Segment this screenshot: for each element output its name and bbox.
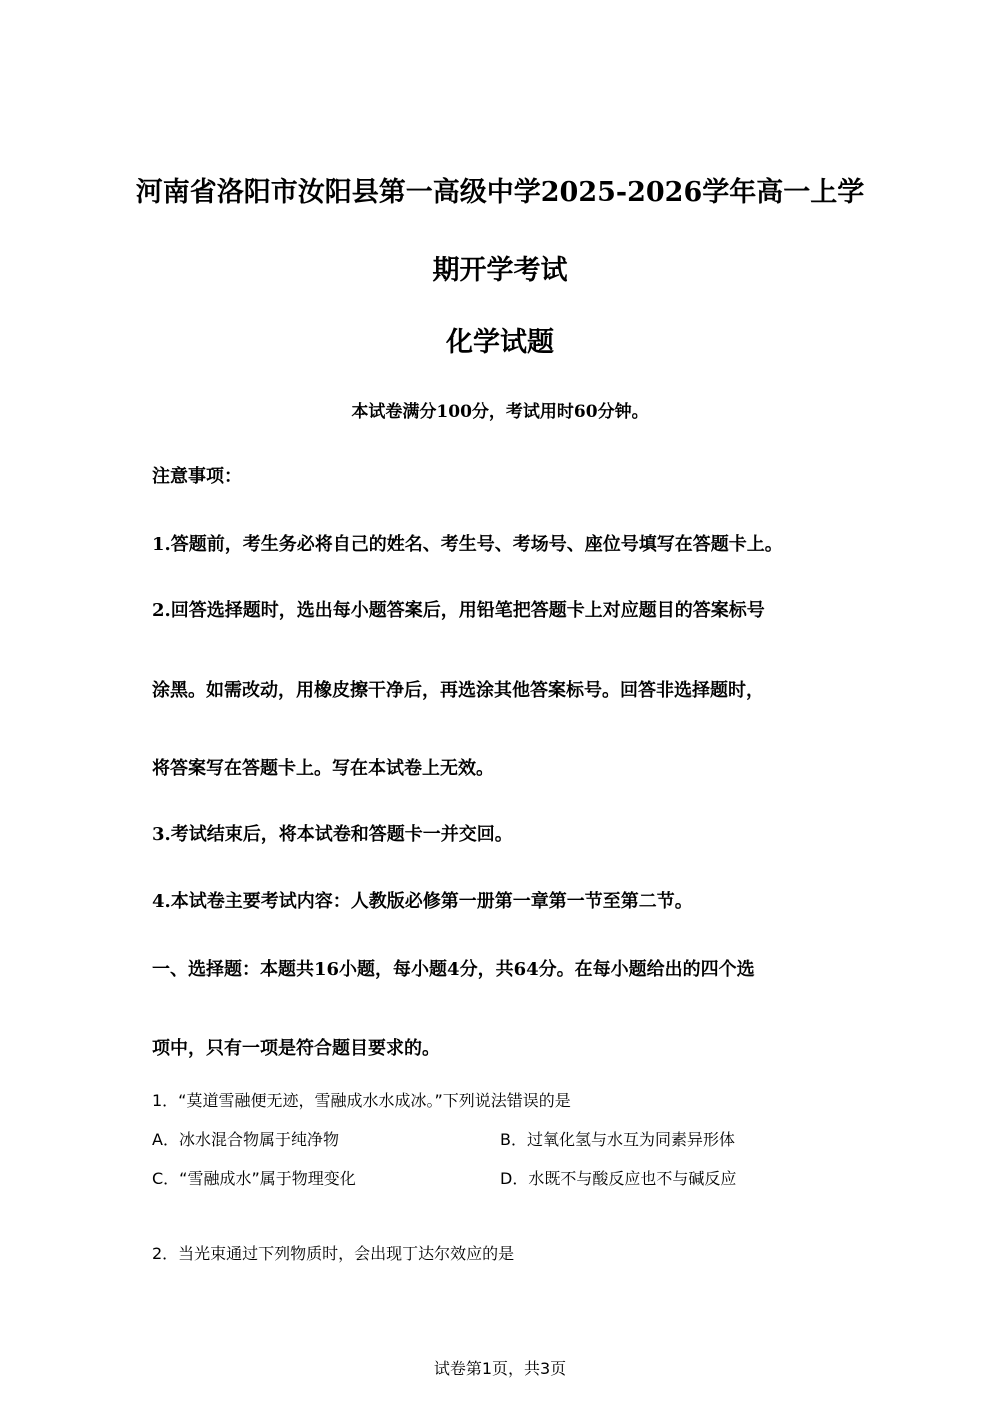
question-2-stem: 2．当光束通过下列物质时，会出现丁达尔效应的是 (152, 1244, 515, 1263)
question-1-option-a: A．冰水混合物属于纯净物 (152, 1130, 339, 1149)
notes-heading: 注意事项： (152, 466, 242, 487)
question-1-stem: 1．“莫道雪融便无迹，雪融成水水成冰。”下列说法错误的是 (152, 1091, 571, 1110)
subject-title: 化学试题 (446, 327, 554, 358)
section-heading-line1: 一、选择题：本题共16小题，每小题4分，共64分。在每小题给出的四个选 (152, 959, 755, 980)
question-1-option-b: B．过氧化氢与水互为同素异形体 (500, 1130, 735, 1149)
question-1-option-c: C．“雪融成水”属于物理变化 (152, 1169, 356, 1188)
question-1-option-d: D．水既不与酸反应也不与碱反应 (500, 1169, 737, 1188)
page-footer: 试卷第1页，共3页 (433, 1359, 567, 1378)
note-item-2-line3: 将答案写在答题卡上。写在本试卷上无效。 (152, 758, 494, 779)
exam-title-line1: 河南省洛阳市汝阳县第一高级中学2025-2026学年高一上学 (135, 177, 865, 208)
note-item-2-line2: 涂黑。如需改动，用橡皮擦干净后，再选涂其他答案标号。回答非选择题时， (152, 680, 764, 701)
section-heading-line2: 项中，只有一项是符合题目要求的。 (152, 1038, 440, 1059)
note-item-2-line1: 2.回答选择题时，选出每小题答案后，用铅笔把答题卡上对应题目的答案标号 (152, 600, 765, 621)
exam-info: 本试卷满分100分，考试用时60分钟。 (351, 402, 649, 422)
note-item-1: 1.答题前，考生务必将自己的姓名、考生号、考场号、座位号填写在答题卡上。 (152, 534, 783, 555)
note-item-3: 3.考试结束后，将本试卷和答题卡一并交回。 (152, 824, 513, 845)
note-item-4: 4.本试卷主要考试内容：人教版必修第一册第一章第一节至第二节。 (152, 891, 693, 912)
exam-title-line2: 期开学考试 (432, 255, 568, 286)
